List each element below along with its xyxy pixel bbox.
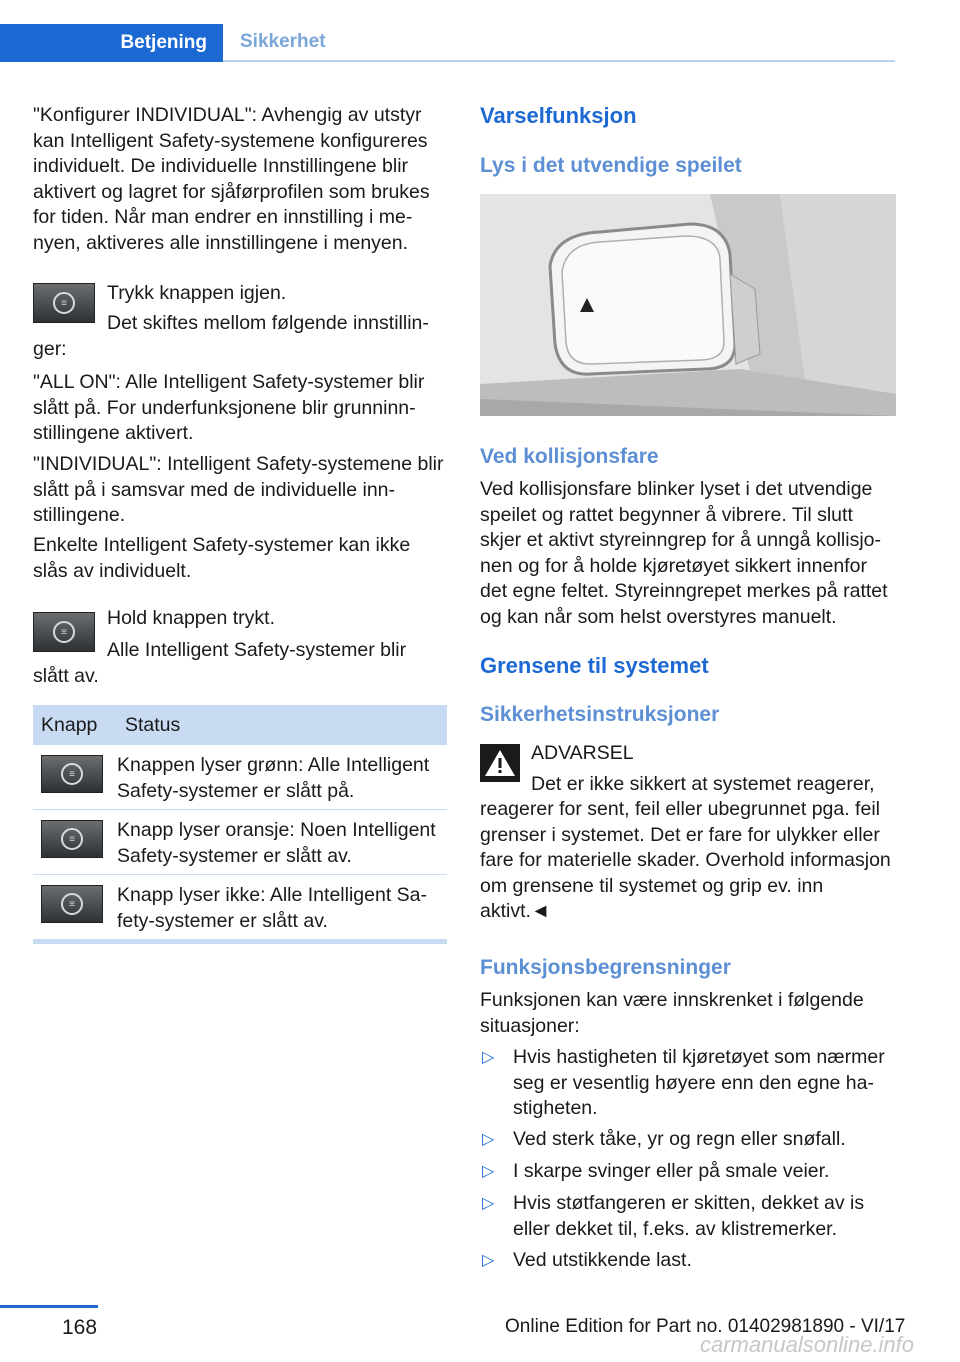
safety-button-icon: ≡ (61, 763, 83, 785)
step2-b: Alle Intelligent Safety-systemer blir slått av. (33, 639, 407, 687)
header (0, 0, 960, 62)
tab-sikkerhet[interactable]: Sikkerhet (223, 24, 895, 62)
triangle-bullet-icon: ▷ (482, 1049, 495, 1066)
list-item-text: Ved utstikkende last. (513, 1249, 692, 1271)
button-orange-image (41, 820, 103, 858)
table-row (33, 745, 447, 810)
step1-a: Trykk knappen igjen. (107, 282, 287, 304)
safety-button-icon: ≡ (53, 292, 75, 314)
status-table (33, 705, 447, 944)
table-row (33, 875, 447, 939)
status-cell: Knapp lyser oransje: Noen Intelligent Safety-systemer er slått av. (117, 819, 436, 867)
heading-varselfunksjon: Varselfunksjon (480, 103, 637, 128)
triangle-bullet-icon: ▷ (482, 1252, 495, 1269)
header-status: Status (125, 713, 181, 736)
step2-a: Hold knappen trykt. (107, 607, 276, 629)
watermark: carmanualsonline.info (700, 1332, 915, 1357)
footer-rule (0, 1305, 98, 1308)
ved-paragraph: Ved kollisjonsfare blinker lyset i det utvendige speilet og rattet begynner å vibrere. Til slutt skjer et aktivt styreinngrep for å unngå kollisjonen og for å holde kjøretøyet sikkert innenfor det egne feltet. Styreinngrepet merkes på rattet og kan når som helst overstyres manuelt. (480, 478, 888, 628)
mirror-drawing (480, 194, 896, 416)
step1-b: Det skiftes mellom følgende innstillinger: (33, 312, 429, 360)
list-item (480, 1191, 896, 1242)
all-on-paragraph: "ALL ON": Alle Intelligent Safety-systemer blir slått på. For underfunksjonene blir grunninnstillingene aktivert. (33, 371, 425, 444)
advarsel-label: ADVARSEL (531, 742, 634, 764)
list-item-text: Hvis støtfangeren er skitten, dekket av is eller dekket til, f.eks. av klistremerker. (513, 1192, 865, 1240)
funk-paragraph: Funksjonen kan være innskrenket i følgende situasjoner: (480, 989, 864, 1037)
list-item (480, 1045, 896, 1122)
list-item (480, 1127, 896, 1153)
table-end-bar (33, 939, 447, 944)
triangle-bullet-icon: ▷ (482, 1163, 495, 1180)
list-item (480, 1159, 896, 1185)
tab-betjening[interactable]: Betjening (0, 24, 223, 62)
heading-grensene: Grensene til systemet (480, 653, 709, 678)
list-item-text: Ved sterk tåke, yr og regn eller snøfall. (513, 1128, 846, 1150)
list-item-text: Hvis hastigheten til kjøretøyet som nærmer seg er vesentlig høyere enn den egne hastigheten. (513, 1046, 885, 1119)
list-item-text: I skarpe svinger eller på smale veier. (513, 1160, 830, 1182)
warning-text-b: reagerer for sent, feil eller ubegrunnet pga. feil grenser i systemet. Det er fare for ulykker eller fare for materielle skader. Overhold informasjon om grensene til systemet og grip ev. inn aktivt.◄ (480, 798, 891, 922)
safety-button-icon: ≡ (53, 621, 75, 643)
button-off-image (41, 885, 103, 923)
header-knapp: Knapp (41, 713, 98, 736)
triangle-bullet-icon: ▷ (482, 1195, 495, 1212)
triangle-bullet-icon: ▷ (482, 1131, 495, 1148)
status-cell: Knappen lyser grønn: Alle Intelligent Safety-systemer er slått på. (117, 754, 430, 802)
table-header (33, 705, 447, 745)
mirror-illustration (480, 194, 896, 416)
intro-paragraph: "Konfigurer INDIVIDUAL": Avhengig av utstyr kan Intelligent Safety-systemene konfigureres individuelt. De individuelle Innstillingene blir aktivert og lagret for sjåførprofilen som brukes for tiden. Når man endrer en innstilling i menyen, aktiveres alle innstillingene i menyen. (33, 104, 430, 254)
heading-sikkerhet: Sikkerhetsinstruksjoner (480, 703, 720, 726)
heading-funksjonsbegrensninger: Funksjonsbegrensninger (480, 956, 731, 979)
enkelte-paragraph: Enkelte Intelligent Safety-systemer kan ikke slås av individuelt. (33, 534, 411, 582)
list-item (480, 1248, 896, 1274)
warning-icon (480, 744, 520, 782)
heading-lys: Lys i det utvendige speilet (480, 154, 742, 177)
warning-text-a: Det er ikke sikkert at systemet reagerer, (531, 773, 875, 795)
heading-ved-kollisjonsfare: Ved kollisjonsfare (480, 445, 659, 468)
safety-button-icon: ≡ (61, 828, 83, 850)
individual-paragraph: "INDIVIDUAL": Intelligent Safety-systemene blir slått på i samsvar med de individuelle innstillingene. (33, 453, 444, 526)
table-row (33, 810, 447, 875)
status-cell: Knapp lyser ikke: Alle Intelligent Safety-systemer er slått av. (117, 884, 428, 932)
button-green-image (41, 755, 103, 793)
safety-button-icon: ≡ (61, 893, 83, 915)
edition-text: Online Edition for Part no. 01402981890 - VI/17 (505, 1316, 906, 1337)
page-number: 168 (62, 1316, 98, 1339)
